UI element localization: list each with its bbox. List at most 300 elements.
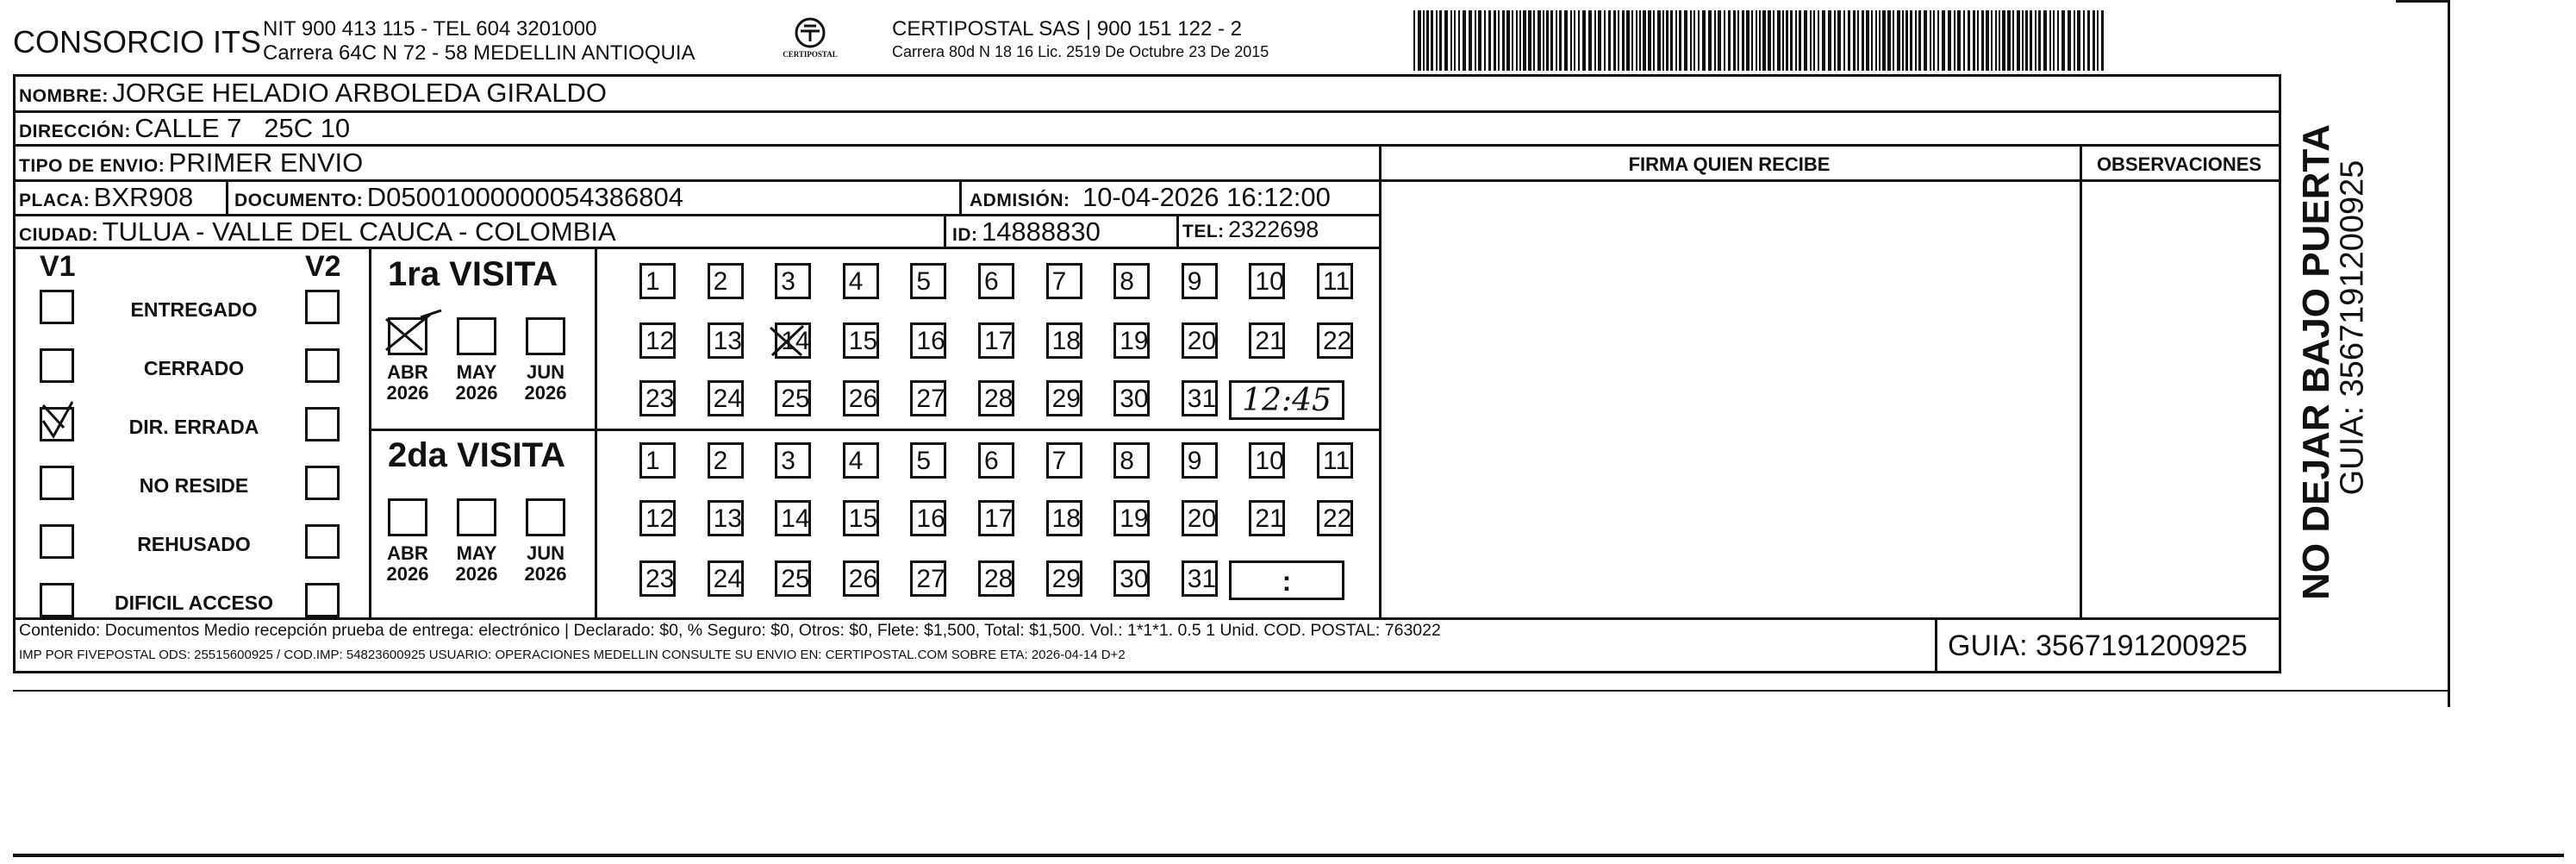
- v2-checkbox[interactable]: [305, 583, 340, 617]
- barcode-bar: [1636, 10, 1637, 71]
- certipostal-address: Carrera 80d N 18 16 Lic. 2519 De Octubre 23 De 2015: [892, 43, 1269, 60]
- col-line-documento: [226, 179, 228, 214]
- barcode-bar: [1594, 10, 1596, 71]
- day-box-27[interactable]: 27: [910, 380, 946, 416]
- time-box[interactable]: :: [1229, 560, 1344, 600]
- barcode-bar: [1604, 10, 1606, 71]
- barcode-bar: [1902, 10, 1904, 71]
- barcode-bar: [1879, 10, 1881, 71]
- barcode-bar: [1991, 10, 1993, 71]
- barcode-bar: [1905, 10, 1908, 71]
- barcode-bar: [1930, 10, 1931, 71]
- month-year: 2026: [524, 382, 567, 404]
- barcode-bar: [1684, 10, 1687, 71]
- barcode-bar: [1977, 10, 1979, 71]
- barcode-bar: [1588, 10, 1592, 71]
- day-box-8[interactable]: 8: [1113, 263, 1150, 299]
- direccion-value: CALLE 7 25C 10: [134, 113, 351, 143]
- barcode-bar: [1843, 10, 1845, 71]
- tel-cell: [1182, 216, 1319, 243]
- tipo-envio-label: TIPO DE ENVIO:: [19, 156, 165, 176]
- barcode-bar: [2057, 10, 2059, 71]
- month-box-jun[interactable]: [526, 498, 565, 536]
- month-box-may[interactable]: [457, 317, 496, 355]
- ciudad-cell: [19, 216, 616, 247]
- day-box-9[interactable]: 9: [1182, 263, 1218, 299]
- day-box-15[interactable]: 15: [843, 500, 879, 536]
- day-box-13[interactable]: 13: [708, 322, 744, 359]
- day-box-11[interactable]: 11: [1317, 263, 1353, 299]
- month-name: MAY: [456, 542, 497, 564]
- barcode-bar: [2043, 10, 2047, 71]
- month-box-jun[interactable]: [526, 317, 565, 355]
- separator-bottom: [13, 854, 2564, 857]
- barcode-bar: [1679, 10, 1681, 71]
- firma-header: FIRMA QUIEN RECIBE: [1628, 153, 1831, 175]
- barcode-bar: [1866, 10, 1869, 71]
- barcode-bar: [1795, 10, 1797, 71]
- day-box-6[interactable]: 6: [978, 263, 1014, 299]
- day-box-31[interactable]: 31: [1182, 380, 1218, 416]
- day-box-19[interactable]: 19: [1113, 322, 1150, 359]
- barcode-bar: [1995, 10, 1997, 71]
- nombre-value: JORGE HELADIO ARBOLEDA GIRALDO: [112, 78, 607, 108]
- v1-checkbox[interactable]: [40, 583, 74, 617]
- certipostal-logo-text: CERTIPOSTAL: [783, 50, 838, 59]
- barcode-bar: [1948, 10, 1951, 71]
- id-cell: [952, 216, 1101, 247]
- day-box-12[interactable]: 12: [639, 322, 676, 359]
- v1-header: V1: [40, 250, 76, 283]
- time-box[interactable]: 12:45: [1229, 380, 1344, 420]
- barcode-bar: [2087, 10, 2090, 71]
- month-label: [381, 362, 434, 404]
- barcode-bar: [1666, 10, 1668, 71]
- barcode-bar: [1598, 10, 1601, 71]
- day-box-17[interactable]: 17: [978, 322, 1014, 359]
- barcode-bar: [1910, 10, 1912, 71]
- barcode-bar: [2012, 10, 2014, 71]
- nombre-row: [19, 78, 607, 109]
- barcode-bar: [1724, 10, 1725, 71]
- visits-divider: [369, 429, 1379, 431]
- month-label: [450, 543, 503, 585]
- barcode-bar: [1662, 10, 1664, 71]
- barcode-bar: [1698, 10, 1700, 71]
- barcode-bar: [2101, 10, 2104, 71]
- status-option-label: DIFICIL ACCESO: [114, 592, 273, 614]
- day-box-14[interactable]: 14: [775, 500, 811, 536]
- admision-value: 10-04-2026 16:12:00: [1082, 182, 1331, 212]
- barcode-bar: [1702, 10, 1706, 71]
- barcode-bar: [1454, 10, 1456, 71]
- barcode-bar: [2030, 10, 2032, 71]
- barcode-bar: [1675, 10, 1677, 71]
- direccion-label: DIRECCIÓN:: [19, 122, 131, 141]
- col-line-tel: [1176, 214, 1179, 247]
- documento-cell: [234, 182, 683, 213]
- barcode-bar: [2038, 10, 2041, 71]
- month-year: 2026: [386, 563, 429, 585]
- placa-cell: [19, 182, 193, 213]
- month-label: [381, 543, 434, 585]
- month-label: [519, 362, 572, 404]
- day-box-7[interactable]: 7: [1046, 442, 1082, 479]
- direccion-row: [19, 113, 350, 144]
- day-box-11[interactable]: 11: [1317, 442, 1353, 479]
- barcode-bar: [1458, 10, 1460, 71]
- day-box-5[interactable]: 5: [910, 263, 946, 299]
- barcode-bar: [1790, 10, 1793, 71]
- barcode-bar: [1915, 10, 1917, 71]
- documento-value: D05001000000054386804: [366, 182, 683, 212]
- first-visit-title: 1ra VISITA: [388, 255, 558, 293]
- side-guia: GUIA: 3567191200925: [2334, 160, 2371, 496]
- barcode-bar: [1618, 10, 1619, 71]
- status-option-label: CERRADO: [143, 357, 245, 379]
- day-box-30[interactable]: 30: [1113, 560, 1150, 597]
- barcode-bar: [1810, 10, 1812, 71]
- barcode-bar: [1436, 10, 1438, 71]
- barcode-bar: [1643, 10, 1646, 71]
- barcode-bar: [1822, 10, 1825, 71]
- col-line-months: [595, 247, 597, 617]
- barcode-bar: [2093, 10, 2095, 71]
- status-option-label: NO RESIDE: [139, 474, 249, 497]
- month-name: JUN: [526, 361, 564, 383]
- barcode-bar: [1708, 10, 1712, 71]
- day-box-2[interactable]: 2: [708, 263, 744, 299]
- v2-checkbox[interactable]: [305, 348, 340, 383]
- v1-checkbox[interactable]: [40, 407, 74, 441]
- barcode-bar: [1893, 10, 1894, 71]
- placa-label: PLACA:: [19, 191, 90, 210]
- day-box-29[interactable]: 29: [1046, 560, 1082, 597]
- barcode-bar: [1768, 10, 1771, 71]
- tipo-envio-row: [19, 147, 363, 178]
- day-box-4[interactable]: 4: [843, 263, 879, 299]
- barcode-bar: [1937, 10, 1939, 71]
- barcode-bar: [1942, 10, 1945, 71]
- barcode-bar: [1488, 10, 1491, 71]
- day-box-19[interactable]: 19: [1113, 500, 1150, 536]
- row-line-2: [13, 144, 2281, 147]
- month-box-abr[interactable]: [388, 317, 427, 355]
- month-year: 2026: [455, 382, 498, 404]
- day-box-13[interactable]: 13: [708, 500, 744, 536]
- v1-checkbox[interactable]: [40, 466, 74, 500]
- barcode-bar: [2002, 10, 2005, 71]
- status-option-label: DIR. ERRADA: [128, 416, 259, 438]
- day-box-17[interactable]: 17: [978, 500, 1014, 536]
- barcode-bar: [1857, 10, 1859, 71]
- month-label: [519, 543, 572, 585]
- day-box-16[interactable]: 16: [910, 322, 946, 359]
- day-box-31[interactable]: 31: [1182, 560, 1218, 597]
- certipostal-logo: [780, 16, 840, 64]
- barcode-bar: [2077, 10, 2080, 71]
- separator-top: [13, 690, 2448, 692]
- col-line-side: [2279, 110, 2281, 673]
- day-box-25[interactable]: 25: [775, 380, 811, 416]
- barcode-bar: [1626, 10, 1630, 71]
- day-box-10[interactable]: 10: [1249, 263, 1285, 299]
- month-box-abr[interactable]: [388, 498, 427, 536]
- barcode-bar: [1954, 10, 1955, 71]
- company-address: Carrera 64C N 72 - 58 MEDELLIN ANTIOQUIA: [263, 41, 695, 65]
- barcode-bar: [2061, 10, 2065, 71]
- barcode-bar: [1463, 10, 1466, 71]
- barcode-bar: [1875, 10, 1877, 71]
- day-box-26[interactable]: 26: [843, 560, 879, 597]
- day-box-21[interactable]: 21: [1249, 322, 1285, 359]
- barcode-bar: [1502, 10, 1505, 71]
- day-box-28[interactable]: 28: [978, 380, 1014, 416]
- barcode-bar: [1431, 10, 1433, 71]
- day-box-22[interactable]: 22: [1317, 322, 1353, 359]
- barcode-bar: [1762, 10, 1766, 71]
- barcode-bar: [1828, 10, 1831, 71]
- day-box-30[interactable]: 30: [1113, 380, 1150, 416]
- day-box-21[interactable]: 21: [1249, 500, 1285, 536]
- barcode-bar: [1759, 10, 1761, 71]
- day-box-12[interactable]: 12: [639, 500, 676, 536]
- day-box-18[interactable]: 18: [1046, 500, 1082, 536]
- day-box-16[interactable]: 16: [910, 500, 946, 536]
- barcode-bar: [1718, 10, 1721, 71]
- barcode-bar: [1981, 10, 1984, 71]
- status-option-label: ENTREGADO: [130, 298, 258, 321]
- barcode-bar: [1528, 10, 1531, 71]
- barcode-bar: [1543, 10, 1544, 71]
- day-box-1[interactable]: 1: [639, 442, 676, 479]
- nit-line: NIT 900 413 115 - TEL 604 3201000: [263, 17, 597, 41]
- barcode-bar: [1871, 10, 1873, 71]
- barcode-bar: [1550, 10, 1553, 71]
- barcode-bar: [1648, 10, 1651, 71]
- admision-label: ADMISIÓN:: [970, 191, 1070, 210]
- day-box-26[interactable]: 26: [843, 380, 879, 416]
- outer-top-right-line: [2396, 0, 2448, 3]
- certipostal-line: CERTIPOSTAL SAS | 900 151 122 - 2: [892, 17, 1242, 41]
- barcode-bar: [1799, 10, 1801, 71]
- month-name: ABR: [387, 361, 428, 383]
- month-year: 2026: [524, 563, 567, 585]
- barcode-bar: [1924, 10, 1927, 71]
- day-box-15[interactable]: 15: [843, 322, 879, 359]
- barcode-bar: [1968, 10, 1970, 71]
- barcode-bar: [1475, 10, 1476, 71]
- day-box-5[interactable]: 5: [910, 442, 946, 479]
- barcode-bar: [1512, 10, 1513, 71]
- barcode-bar: [1773, 10, 1775, 71]
- month-box-may[interactable]: [457, 498, 496, 536]
- barcode-bar: [1714, 10, 1716, 71]
- day-box-29[interactable]: 29: [1046, 380, 1082, 416]
- day-box-22[interactable]: 22: [1317, 500, 1353, 536]
- barcode-bar: [1782, 10, 1784, 71]
- barcode-bar: [1963, 10, 1965, 71]
- imp-text: IMP POR FIVEPOSTAL ODS: 25515600925 / COD.IMP: 54823600925 USUARIO: OPERACIONES MEDELLIN CONSULTE SU ENVIO EN: CERTIPOSTAL.COM SOBRE ETA: 2026-04-14 D+2: [19, 648, 1126, 662]
- v1-checkbox[interactable]: [40, 524, 74, 559]
- barcode-bar: [1639, 10, 1641, 71]
- day-box-8[interactable]: 8: [1113, 442, 1150, 479]
- barcode-bar: [1848, 10, 1850, 71]
- day-box-25[interactable]: 25: [775, 560, 811, 597]
- nombre-label: NOMBRE:: [19, 86, 109, 106]
- observaciones-header: OBSERVACIONES: [2096, 153, 2262, 175]
- day-box-23[interactable]: 23: [639, 560, 676, 597]
- day-box-1[interactable]: 1: [639, 263, 676, 299]
- day-box-3[interactable]: 3: [775, 263, 811, 299]
- day-box-4[interactable]: 4: [843, 442, 879, 479]
- status-option-label: REHUSADO: [137, 533, 251, 555]
- barcode-bar: [2097, 10, 2099, 71]
- footer-guia: GUIA: 3567191200925: [1948, 629, 2248, 662]
- day-box-24[interactable]: 24: [708, 560, 744, 597]
- day-box-7[interactable]: 7: [1046, 263, 1082, 299]
- admision-cell: [970, 182, 1331, 213]
- day-box-20[interactable]: 20: [1182, 500, 1218, 536]
- v2-header: V2: [305, 250, 341, 283]
- day-box-24[interactable]: 24: [708, 380, 744, 416]
- v2-checkbox[interactable]: [305, 407, 340, 441]
- barcode-bar: [1693, 10, 1695, 71]
- day-box-10[interactable]: 10: [1249, 442, 1285, 479]
- barcode-bar: [1498, 10, 1500, 71]
- barcode-bar: [2035, 10, 2036, 71]
- barcode-bar: [1519, 10, 1521, 71]
- barcode-bar: [1469, 10, 1472, 71]
- day-box-27[interactable]: 27: [910, 560, 946, 597]
- barcode-bar: [1999, 10, 2000, 71]
- barcode-bar: [2083, 10, 2085, 71]
- barcode-bar: [2022, 10, 2024, 71]
- col-line-observaciones: [2080, 144, 2082, 617]
- barcode-bar: [1478, 10, 1481, 71]
- outer-right-border: [2448, 0, 2450, 707]
- barcode-bar: [1973, 10, 1975, 71]
- day-box-20[interactable]: 20: [1182, 322, 1218, 359]
- month-year: 2026: [386, 382, 429, 404]
- barcode-bar: [1546, 10, 1549, 71]
- barcode-bar: [1631, 10, 1633, 71]
- month-name: JUN: [526, 542, 564, 564]
- day-box-28[interactable]: 28: [978, 560, 1014, 597]
- barcode-bar: [1690, 10, 1692, 71]
- v2-checkbox[interactable]: [305, 290, 340, 324]
- day-box-2[interactable]: 2: [708, 442, 744, 479]
- barcode-bar: [1777, 10, 1781, 71]
- barcode-bar: [1813, 10, 1815, 71]
- barcode-bar: [1751, 10, 1753, 71]
- barcode-bar: [1494, 10, 1496, 71]
- barcode-bar: [1578, 10, 1580, 71]
- id-value: 14888830: [981, 216, 1101, 247]
- barcode-bar: [1742, 10, 1744, 71]
- barcode-bar: [1818, 10, 1819, 71]
- barcode-bar: [1537, 10, 1541, 71]
- barcode-bar: [1533, 10, 1535, 71]
- documento-label: DOCUMENTO:: [234, 191, 364, 210]
- barcode-bar: [1484, 10, 1486, 71]
- tel-label: TEL:: [1182, 222, 1225, 241]
- barcode-bar: [1506, 10, 1510, 71]
- contenido-text: Contenido: Documentos Medio recepción prueba de entrega: electrónico | Declarado: $0, % Seguro: $0, Otros: $0, Flete: $1,500, Total: $1,500. Vol.: 1*1*1. 0.5 1 Unid. COD. POSTAL: 763022: [19, 621, 1441, 640]
- barcode-bar: [1657, 10, 1661, 71]
- barcode-bar: [1622, 10, 1625, 71]
- barcode-bar: [1523, 10, 1526, 71]
- barcode-bar: [1986, 10, 1989, 71]
- barcode-bar: [1728, 10, 1731, 71]
- barcode-bar: [1853, 10, 1856, 71]
- month-label: [450, 362, 503, 404]
- company-name: CONSORCIO ITS: [13, 24, 262, 59]
- col-line-admision: [959, 179, 962, 214]
- barcode-bar: [2025, 10, 2028, 71]
- barcode-bar: [1933, 10, 1935, 71]
- month-name: ABR: [387, 542, 428, 564]
- placa-value: BXR908: [93, 182, 194, 212]
- barcode-bar: [1423, 10, 1425, 71]
- day-box-6[interactable]: 6: [978, 442, 1014, 479]
- v2-checkbox[interactable]: [305, 524, 340, 559]
- barcode-bar: [1444, 10, 1448, 71]
- barcode-bar: [1418, 10, 1421, 71]
- day-box-3[interactable]: 3: [775, 442, 811, 479]
- id-label: ID:: [952, 225, 978, 245]
- day-box-9[interactable]: 9: [1182, 442, 1218, 479]
- barcode-bar: [1556, 10, 1557, 71]
- month-year: 2026: [455, 563, 498, 585]
- barcode-bar: [2017, 10, 2020, 71]
- no-dejar-bajo-puerta: NO DEJAR BAJO PUERTA: [2295, 124, 2337, 600]
- col-line-status: [369, 247, 371, 617]
- v1-checkbox[interactable]: [40, 348, 74, 383]
- ciudad-label: CIUDAD:: [19, 225, 99, 245]
- day-box-18[interactable]: 18: [1046, 322, 1082, 359]
- day-box-23[interactable]: 23: [639, 380, 676, 416]
- barcode-bar: [1516, 10, 1518, 71]
- month-name: MAY: [456, 361, 497, 383]
- ciudad-value: TULUA - VALLE DEL CAUCA - COLOMBIA: [102, 216, 616, 247]
- barcode-bar: [2049, 10, 2051, 71]
- barcode-bar: [1559, 10, 1562, 71]
- barcode-bar: [1582, 10, 1586, 71]
- barcode-bar: [1862, 10, 1864, 71]
- barcode-bar: [1756, 10, 1757, 71]
- v2-checkbox[interactable]: [305, 466, 340, 500]
- barcode-bar: [1837, 10, 1841, 71]
- tel-value: 2322698: [1228, 216, 1319, 242]
- day-box-14[interactable]: 14: [775, 322, 811, 359]
- barcode-bar: [1574, 10, 1575, 71]
- row-line-6: [13, 617, 2281, 620]
- barcode-bar: [1746, 10, 1750, 71]
- col-line-id: [944, 214, 946, 247]
- status-panel: [16, 248, 369, 617]
- barcode-bar: [1737, 10, 1739, 71]
- v1-checkbox[interactable]: [40, 290, 74, 324]
- barcode-bar: [1439, 10, 1442, 71]
- barcode-bar: [1426, 10, 1429, 71]
- barcode-bar: [1570, 10, 1572, 71]
- row-line-1: [13, 110, 2281, 113]
- col-line-guia-footer: [1935, 617, 1937, 673]
- barcode-bar: [1413, 10, 1415, 71]
- barcode-bar: [1653, 10, 1655, 71]
- barcode: [1413, 10, 2107, 71]
